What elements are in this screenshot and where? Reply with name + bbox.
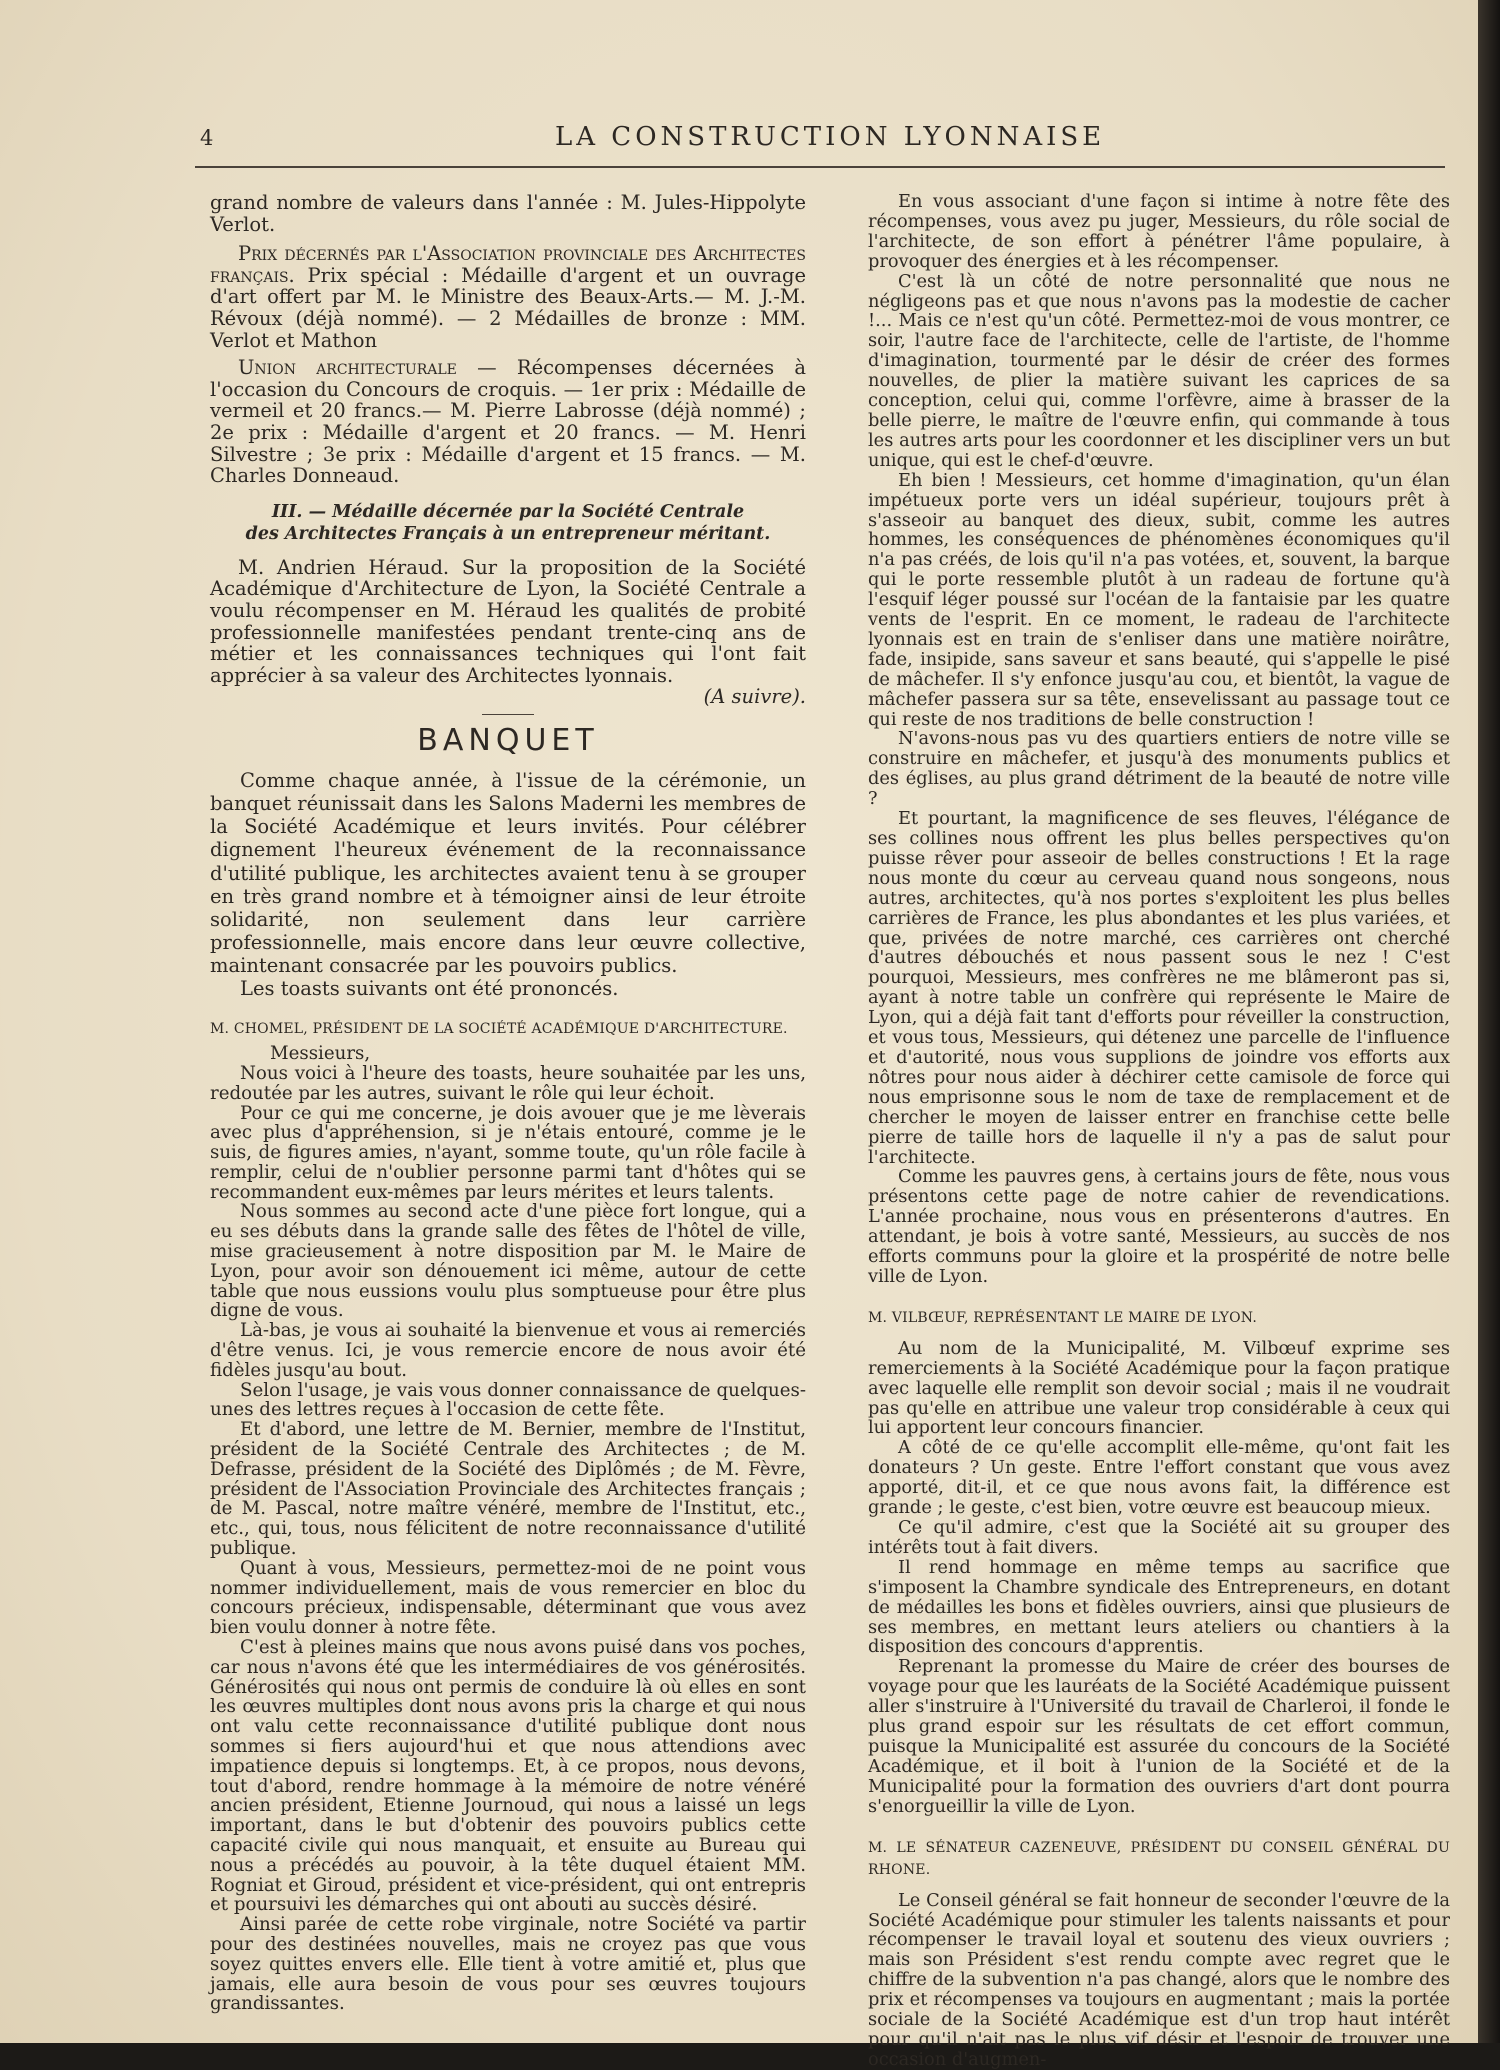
awards-paragraph-1: grand nombre de valeurs dans l'année : M. Jules-Hippolyte Verlot. xyxy=(210,191,806,236)
speech-paragraph: Reprenant la promesse du Maire de créer des bourses de voyage pour que les lauréats de la Société Académique puissent aller s'instruire à l'Université du travail de Charleroi, il fonde le plus grand espoir sur les résultats de cet effort commun, puisque la Municipalité est assurée du concours de la Société Académique, et il boit à l'union de la Société et de la Municipalité pour la formation des ouvriers d'art dont pourra s'enorgueillir la ville de Lyon. xyxy=(868,1656,1450,1817)
speech-paragraph: Selon l'usage, je vais vous donner connaissance de quelques-unes des lettres reçues à l'occasion de cette fête. xyxy=(210,1379,806,1421)
speaker-chomel: M. CHOMEL, PRÉSIDENT DE LA SOCIÉTÉ ACADÉMIQUE D'ARCHITECTURE. xyxy=(210,1021,788,1038)
speech-paragraph: Là-bas, je vous ai souhaité la bienvenue et vous ai remerciés d'être venus. Ici, je vous remercie encore de nous avoir été fidèles jusqu'au bout. xyxy=(210,1320,806,1381)
speech-vilboeuf xyxy=(868,1339,1450,1817)
a-suivre: (A suivre). xyxy=(703,685,806,709)
speech-paragraph: Eh bien ! Messieurs, cet homme d'imagination, qu'un élan impétueux porte vers un idéal supérieur, toujours prêt à s'asseoir au banquet des dieux, subit, comme les autres hommes, les conséquences de phénomènes économiques qu'il n'a pas créés, de lois qu'il n'a pas votées, et, souvent, la barque qui le porte ressemble plutôt à un radeau de fortune qu'à l'esquif léger poussé sur l'océan de la fantaisie par les quatre vents de l'esprit. En ce moment, le radeau de l'architecte lyonnais est en train de s'enliser dans une matière noirâtre, fade, insipide, sans saveur et sans beauté, qui s'appelle le pisé de mâchefer. Il s'y enfonce jusqu'au cou, et bientôt, la vague de mâchefer passera sur sa tête, ensevelissant au passage tout ce qui reste de nos traditions de belle construction ! xyxy=(868,469,1450,730)
speaker-cazeneuve: M. LE SÉNATEUR CAZENEUVE, PRÉSIDENT DU CONSEIL GÉNÉRAL DU RHONE. xyxy=(868,1839,1450,1878)
page-number: 4 xyxy=(200,126,214,150)
section-3-text: M. Andrien Héraud. Sur la proposition de la Société Académique d'Architecture de Lyon, la Société Centrale a voulu récompenser en M. Héraud les qualités de probité professionnelle manifestées pendant trente-cinq ans de métier et les connaissances techniques qui l'ont fait apprécier à sa valeur des Architectes lyonnais. xyxy=(210,555,806,687)
speech-paragraph: Ce qu'il admire, c'est que la Société ait su grouper des intérêts tout à fait divers. xyxy=(868,1517,1450,1558)
union-heading: Union architecturale xyxy=(238,356,457,380)
left-column xyxy=(210,192,806,2014)
page-header xyxy=(200,122,1445,162)
section-3-title xyxy=(210,501,806,545)
right-column xyxy=(868,192,1450,2070)
salutation: Messieurs, xyxy=(270,1043,371,1065)
speech-paragraph: A côté de ce qu'elle accomplit elle-même, qu'ont fait les donateurs ? Un geste. Entre l'effort constant que vous avez apporté, dit-il, et ce que nous avons fait, la différence est grande ; le geste, c'est bien, votre œuvre est beaucoup mieux. xyxy=(868,1437,1450,1519)
speaker-vilboeuf: M. VILBŒUF, REPRÉSENTANT LE MAIRE DE LYON. xyxy=(868,1309,1257,1326)
speech-paragraph: Et d'abord, une lettre de M. Bernier, membre de l'Institut, président de la Société Centrale des Architectes ; de M. Defrasse, président de la Société des Diplômés ; de M. Fèvre, président de l'Association Provinciale des Architectes français ; de M. Pascal, notre maître vénéré, membre de l'Institut, etc., etc., qui, tous, nous félicitent de notre reconnaissance d'utilité publique. xyxy=(210,1419,806,1560)
speech-chomel-continued xyxy=(868,192,1450,1287)
speech-paragraph: Nous voici à l'heure des toasts, heure souhaitée par les uns, redoutée par les autres, suivant le rôle qui leur échoit. xyxy=(210,1062,806,1104)
speech-paragraph: En vous associant d'une façon si intime à notre fête des récompenses, vous avez pu juger, Messieurs, du rôle social de l'architecte, de son effort à pénétrer l'âme populaire, à provoquer des énergies et à les récompenser. xyxy=(868,191,1450,272)
union-text: — Récompenses décernées à l'occasion du Concours de croquis. — 1er prix : Médaille de vermeil et 20 francs.— M. Pierre Labrosse (déjà nommé) ; 2e prix : Médaille d'argent et 20 francs. — M. Henri Silvestre ; 3e prix : Médaille d'argent et 15 francs. — M. Charles Donneaud. xyxy=(210,356,806,488)
speech-paragraph: Et pourtant, la magnificence de ses fleuves, l'élégance de ses collines nous offrent les plus belles perspectives qu'on puisse rêver pour asseoir de belles constructions ! Et la rage nous monte du cœur au cerveau quand nous songeons, nous autres, architectes, qu'à nos portes s'exploitent les plus belles carrières de France, les plus abondantes et les plus variées, et que, privées de notre marché, ces carrières ont cherché d'autres débouchés et nous passent sous le nez ! C'est pourquoi, Messieurs, mes confrères ne me blâmeront pas si, ayant à notre table un confrère qui représente le Maire de Lyon, qui a déjà fait tant d'efforts pour réveiller la construction, et vous tous, Messieurs, qui détenez une parcelle de l'influence et d'autorité, nous vous supplions de joindre vos efforts aux nôtres pour nous aider à déchirer cette camisole de force qui nous emprisonne sous le nom de taxe de remplacement et de chercher le moyen de laisser entrer en franchise cette belle pierre de taille hors de laquelle il n'y a pas de salut pour l'architecte. xyxy=(868,808,1450,1168)
banquet-paragraph-1: Comme chaque année, à l'issue de la cérémonie, un banquet réunissait dans les Salons Maderni les membres de la Société Académique et leurs invités. Pour célébrer dignement l'heureux événement de la reconnaissance d'utilité publique, les architectes avaient tenu à se grouper en très grand nombre et à témoigner ainsi de leur étroite solidarité, non seulement dans leur carrière professionnelle, mais encore dans leur œuvre collective, maintenant consacrée par les pouvoirs publics. xyxy=(210,769,806,977)
prix-text: Prix spécial : Médaille d'argent et un ouvrage d'art offert par M. le Ministre des Beaux-Arts.— M. J.-M. Révoux (déjà nommé). — 2 Médailles de bronze : MM. Verlot et Mathon xyxy=(210,263,806,352)
section-divider xyxy=(482,714,534,715)
speech-chomel xyxy=(210,1044,806,2014)
awards-section xyxy=(210,192,806,715)
journal-title: LA CONSTRUCTION LYONNAISE xyxy=(555,122,1106,152)
header-rule xyxy=(195,166,1445,168)
speech-paragraph: Au nom de la Municipalité, M. Vilbœuf exprime ses remerciements à la Société Académique pour la façon pratique avec laquelle elle remplit son devoir social ; mais il ne voudrait pas qu'elle en attribue une valeur trop considérable à ceux qui lui apportent leur concours financier. xyxy=(868,1337,1450,1439)
awards-paragraph-2 xyxy=(210,243,806,351)
speech-paragraph: Comme les pauvres gens, à certains jours de fête, nous vous présentons cette page de notre cahier de revendications. L'année prochaine, nous vous en présenterons d'autres. En attendant, je bois à votre santé, Messieurs, au succès de nos efforts communs pour la gloire et la prospérité de notre belle ville de Lyon. xyxy=(868,1166,1450,1287)
banquet-intro xyxy=(210,769,806,1000)
banquet-paragraph-2: Les toasts suivants ont été prononcés. xyxy=(240,977,619,1001)
book-spine-shadow xyxy=(1478,0,1500,2043)
speech-cazeneuve xyxy=(868,1891,1450,2070)
prix-heading: Prix décernés par l'Association provinciale des Architectes français. xyxy=(210,242,806,287)
speech-paragraph: N'avons-nous pas vu des quartiers entiers de notre ville se construire en mâchefer, et jusqu'à des monuments publics et des églises, au plus grand détriment de la beauté de notre ville ? xyxy=(868,728,1450,810)
section-3-title-line-1: III. — Médaille décernée par la Société Centrale xyxy=(271,501,745,522)
speech-paragraph: Quant à vous, Messieurs, permettez-moi de ne point vous nommer individuellement, mais de vous remercier en bloc du concours précieux, indispensable, déterminant que vous avez bien voulu donner à notre fête. xyxy=(210,1557,806,1639)
section-3-title-line-2: des Architectes Français à un entrepreneur méritant. xyxy=(245,523,771,544)
speech-paragraph: Ainsi parée de cette robe virginale, notre Société va partir pour des destinées nouvelles, mais ne croyez pas que vous soyez quittes envers elle. Elle tient à votre amitié et, plus que jamais, elle aura besoin de vous pour ses œuvres toujours grandissantes. xyxy=(210,1914,806,2015)
awards-paragraph-3 xyxy=(210,357,806,487)
speech-paragraph: C'est à pleines mains que nous avons puisé dans vos poches, car nous n'avons été que les intermédiaires de vos générosités. Générosités qui nous ont permis de conduire là où elles en sont les œuvres multiples dont nous avons pris la charge et qui nous ont valu cette reconnaissance d'utilité publique dont nous sommes si fiers aujourd'hui et que nous attendions avec impatience depuis si longtemps. Et, à ce propos, nous devons, tout d'abord, rendre hommage à la mémoire de notre vénéré ancien président, Etienne Journoud, qui nous a laissé un legs important, dans le but d'obtenir des pouvoirs publics cette capacité civile qui nous manquait, et ensuite au Bureau qui nous a précédés au pouvoir, à la tête duquel étaient MM. Rogniat et Giroud, président et vice-président, qui ont entrepris et poursuivi les démarches qui ont abouti au succès désiré. xyxy=(210,1637,806,1916)
speech-paragraph: C'est là un côté de notre personnalité que nous ne négligeons pas et que nous n'avons pas la modestie de cacher !... Mais ce n'est qu'un côté. Permettez-moi de vous montrer, ce soir, l'autre face de l'architecte, celle de l'artiste, de l'homme d'imagination, tourmenté par le désir de créer des formes nouvelles, de plier la matière suivant les caprices de sa conception, celui qui, comme l'orfèvre, aime à brasser de la belle pierre, le maître de l'œuvre enfin, qui commande à tous les autres arts pour les coordonner et les discipliner vers un but unique, qui est le chef-d'œuvre. xyxy=(868,270,1450,471)
speech-paragraph: Pour ce qui me concerne, je dois avouer que je me lèverais avec plus d'appréhension, si je n'étais entouré, comme je le suis, de figures amies, n'ayant, somme toute, qu'un rôle facile à remplir, celui de n'oublier personne parmi tant d'hôtes qui se recommandent eux-mêmes par leurs mérites et leurs talents. xyxy=(210,1102,806,1203)
banquet-title: BANQUET xyxy=(417,722,599,758)
speech-paragraph: Le Conseil général se fait honneur de seconder l'œuvre de la Société Académique pour stimuler les talents naissants et pour récompenser le travail loyal et soutenu des vieux ouvriers ; mais son Président s'est rendu compte avec regret que le chiffre de la subvention n'a pas changé, alors que le nombre des prix et récompenses va toujours en augmentant ; mais la portée sociale de la Société Académique est d'un trop haut intérêt pour qu'il n'ait pas le plus vif désir et l'espoir de trouver une occasion d'augmen- xyxy=(868,1889,1450,2070)
speech-paragraph: Nous sommes au second acte d'une pièce fort longue, qui a eu ses débuts dans la grande salle des fêtes de l'hôtel de ville, mise gracieusement à notre disposition par M. le Maire de Lyon, pour avoir son dénouement ici même, autour de cette table que nous eussions voulu plus somptueuse pour être plus digne de vous. xyxy=(210,1201,806,1322)
speech-paragraph: Il rend hommage en même temps au sacrifice que s'imposent la Chambre syndicale des Entrepreneurs, en dotant de médailles les bons et fidèles ouvriers, ainsi que plusieurs de ses membres, en mettant leurs ateliers ou chantiers à la disposition des concours d'apprentis. xyxy=(868,1556,1450,1658)
